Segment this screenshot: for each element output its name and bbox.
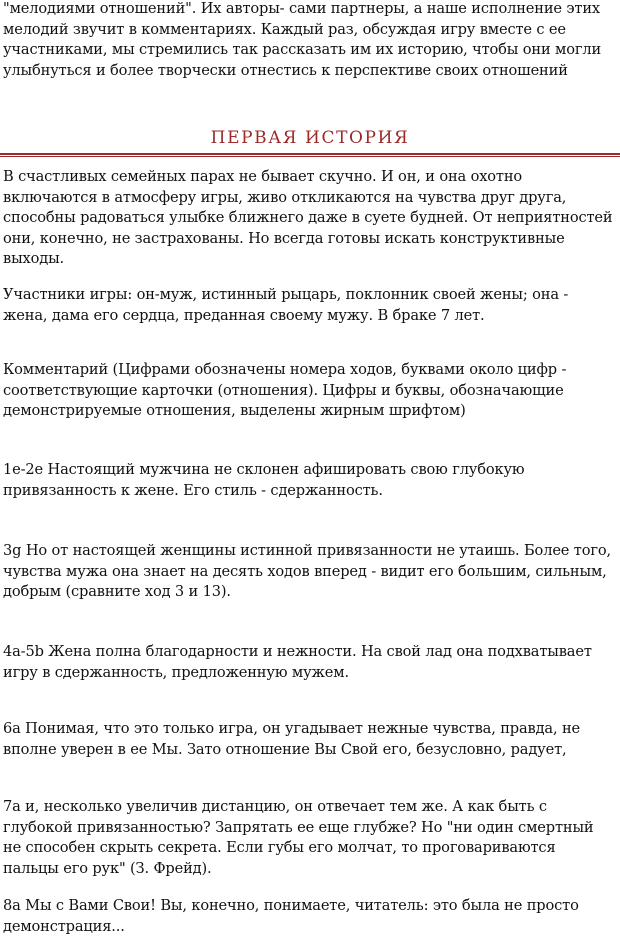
paragraph-move-4a-5b: 4a-5b Жена полна благодарности и нежности. На свой лад она подхватывает игру в сдержанность, предложенную мужем. [3, 643, 592, 681]
paragraph-move-3g: 3g Но от настоящей женщины истинной привязанности не утаишь. Более того, чувства мужа она знает на десять ходов вперед - видит его большим, сильным, добрым (сравните ход 3 и 13). [3, 542, 611, 601]
paragraph-commentary-note: Комментарий (Цифрами обозначены номера ходов, буквами около цифр - соответствующие карточки (отношения). Цифры и буквы, обозначающие демонстрируемые отношения, выделены жирным шрифтом) [3, 361, 567, 420]
heading-divider [0, 153, 620, 157]
paragraph-move-6a: 6а Понимая, что это только игра, он угадывает нежные чувства, правда, не вполне уверен в ее Мы. Зато отношение Вы Свой его, безусловно, радует, [3, 720, 581, 758]
paragraph-move-8a: 8а Мы с Вами Свои! Вы, конечно, понимаете, читатель: это была не просто демонстрация... [3, 897, 579, 935]
section-heading: ПЕРВАЯ ИСТОРИЯ [210, 128, 410, 148]
paragraph-move-1e-2e: 1е-2е Настоящий мужчина не склонен афишировать свою глубокую привязанность к жене. Его стиль - сдержанность. [3, 461, 525, 499]
intro-paragraph: "мелодиями отношений". Их авторы- сами партнеры, а наше исполнение этих мелодий звучит в комментариях. Каждый раз, обсуждая игру вместе с ее участниками, мы стремились так рассказать им их историю, чтобы они могли улыбнуться и более творчески отнестись к перспективе своих отношений [3, 0, 602, 79]
paragraph-move-7a: 7а и, несколько увеличив дистанцию, он отвечает тем же. А как быть с глубокой привязанностью? Запрятать ее еще глубже? Но "ни один смертный не способен скрыть секрета. Если губы его молчат, то проговариваются пальцы его рук" (З. Фрейд). [3, 798, 594, 877]
paragraph-happy-couples: В счастливых семейных парах не бывает скучно. И он, и она охотно включаются в атмосферу игры, живо откликаются на чувства друг друга, способны радоваться улыбке ближнего даже в суете будней. От неприятностей они, конечно, не застрахованы. Но всегда готовы искать конструктивные выходы. [3, 168, 613, 268]
paragraph-participants: Участники игры: он-муж, истинный рыцарь, поклонник своей жены; она - жена, дама его сердца, преданная своему мужу. В браке 7 лет. [3, 286, 569, 324]
